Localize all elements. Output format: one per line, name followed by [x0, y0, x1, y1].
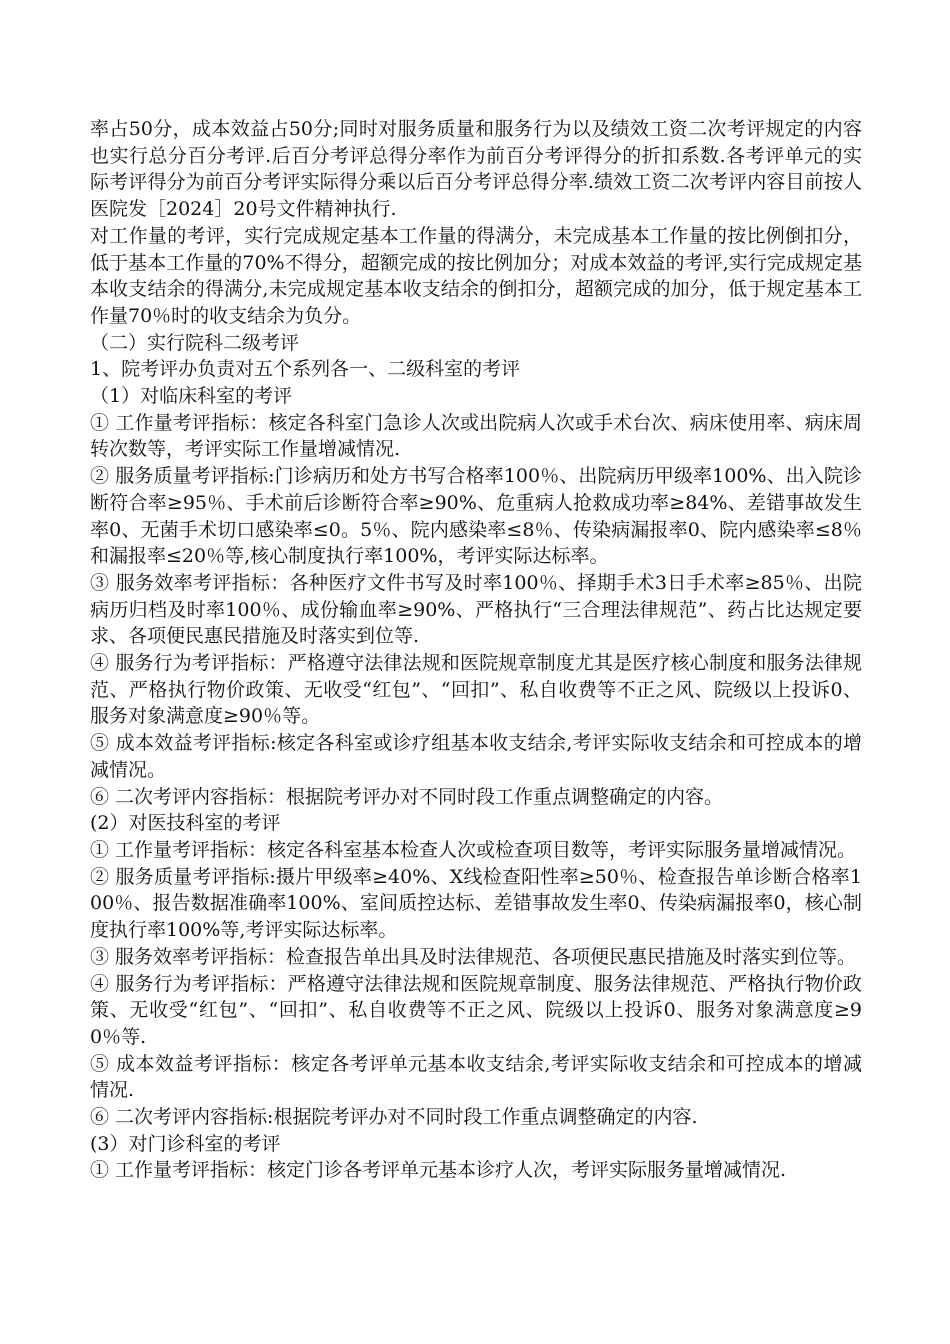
clinical-item-secondary: ⑥ 二次考评内容指标：根据院考评办对不同时段工作重点调整确定的内容。 [90, 785, 724, 808]
subheading-medtech: (2）对医技科室的考评 [90, 812, 281, 835]
subheading-outpatient: (3）对门诊科室的考评 [90, 1132, 281, 1155]
paragraph-workload-scoring: 对工作量的考评，实行完成规定基本工作量的得满分，未完成基本工作量的按比例倒扣分，低于基本工作量的70%不得分，超额完成的按比例加分；对成本效益的考评,实行完成规定基本收支结余的得满分,未完成规定基本收支结余的倒扣分，超额完成的加分，低于规定基本工作量70％时的收支结余为负分。 [90, 224, 862, 327]
outpatient-item-workload: ① 工作量考评指标：核定门诊各考评单元基本诊疗人次，考评实际服务量增减情况. [90, 1159, 787, 1182]
subheading-clinical: （1）对临床科室的考评 [90, 385, 293, 408]
paragraph-scoring-intro: 率占50分，成本效益占50分;同时对服务质量和服务行为以及绩效工资二次考评规定的内容也实行总分百分考评.后百分考评总得分率作为前百分考评得分的折扣系数.各考评单元的实际考评得分为前百分考评实际得分乘以后百分考评总得分率.绩效工资二次考评内容目前按人医院发［2024］20号文件精神执行. [90, 118, 862, 221]
clinical-item-efficiency: ③ 服务效率考评指标：各种医疗文件书写及时率100％、择期手术3日手术率≥85％、出院病历归档及时率100％、成份输血率≥90%、严格执行“三合理法律规范”、药占比达规定要求、各项便民惠民措施及时落实到位等. [90, 571, 862, 648]
subheading-hospital-office: 1、院考评办负责对五个系列各一、二级科室的考评 [90, 358, 521, 381]
clinical-item-workload: ① 工作量考评指标：核定各科室门急诊人次或出院病人次或手术台次、病床使用率、病床周转次数等，考评实际工作量增减情况. [90, 411, 862, 461]
medtech-item-secondary: ⑥ 二次考评内容指标:根据院考评办对不同时段工作重点调整确定的内容. [90, 1106, 698, 1129]
document-body [90, 116, 862, 1184]
clinical-item-quality: ② 服务质量考评指标:门诊病历和处方书写合格率100％、出院病历甲级率100%、出入院诊断符合率≥95％、手术前后诊断符合率≥90%、危重病人抢救成功率≥84%、差错事故发生率0、无菌手术切口感染率≤0。5％、院内感染率≤8％、传染病漏报率0、院内感染率≤8％和漏报率≤20％等,核心制度执行率100%，考评实际达标率。 [90, 465, 862, 568]
medtech-item-efficiency: ③ 服务效率考评指标：检查报告单出具及时法律规范、各项便民惠民措施及时落实到位等。 [90, 945, 857, 968]
medtech-item-conduct: ④ 服务行为考评指标：严格遵守法律法规和医院规章制度、服务法律规范、严格执行物价政策、无收受“红包”、“回扣”、私自收费等不正之风、院级以上投诉0、服务对象满意度≥90％等. [90, 972, 862, 1048]
medtech-item-quality: ② 服务质量考评指标:摄片甲级率≥40%、X线检查阳性率≥50％、检查报告单诊断合格率100％、报告数据准确率100%、室间质控达标、差错事故发生率0、传染病漏报率0，核心制度执行率100%等,考评实际达标率。 [90, 865, 862, 942]
medtech-item-workload: ① 工作量考评指标：核定各科室基本检查人次或检查项目数等，考评实际服务量增减情况。 [90, 838, 857, 861]
clinical-item-conduct: ④ 服务行为考评指标：严格遵守法律法规和医院规章制度尤其是医疗核心制度和服务法律规范、严格执行物价政策、无收受“红包”、“回扣”、私自收费等不正之风、院级以上投诉0、服务对象满意度≥90％等。 [90, 652, 862, 728]
section-heading-two-level: （二）实行院科二级考评 [90, 331, 300, 354]
medtech-item-cost: ⑤ 成本效益考评指标：核定各考评单元基本收支结余,考评实际收支结余和可控成本的增减情况. [90, 1052, 862, 1102]
clinical-item-cost: ⑤ 成本效益考评指标:核定各科室或诊疗组基本收支结余,考评实际收支结余和可控成本的增减情况。 [90, 732, 862, 781]
